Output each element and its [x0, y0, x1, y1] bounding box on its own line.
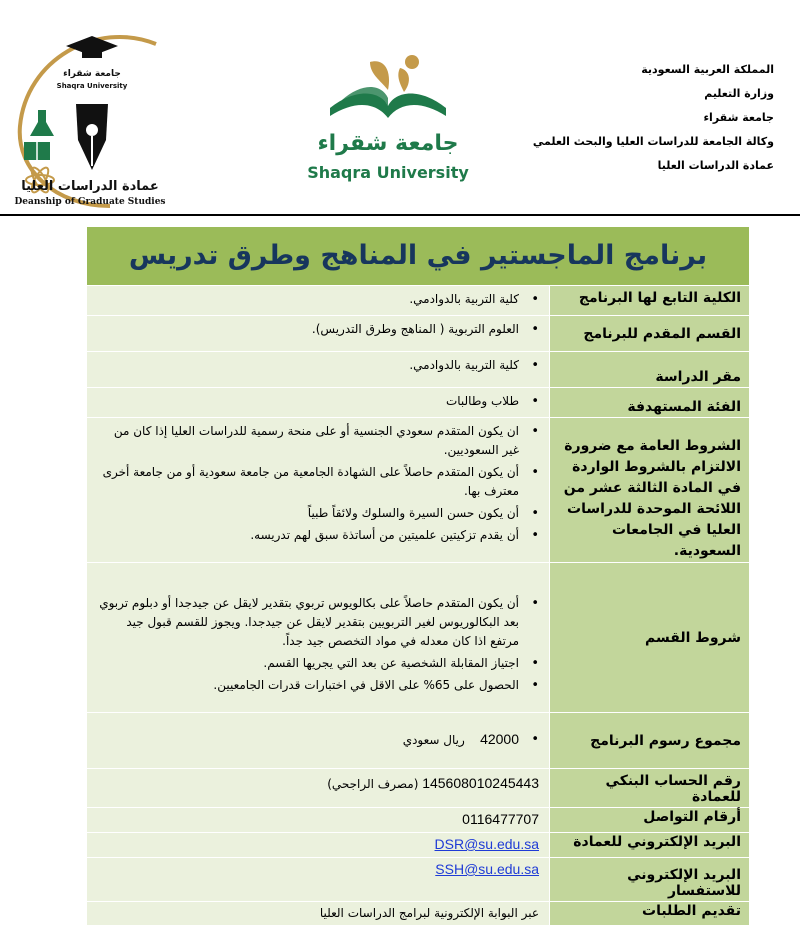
general-condition-item: • أن يقدم تزكيتين علميتين من أساتذة سبق لهم تدريسه. — [99, 526, 519, 545]
label-department: القسم المقدم للبرنامج — [550, 316, 750, 352]
title-row — [87, 227, 750, 286]
program-title: برنامج الماجستير في المناهج وطرق تدريس — [128, 240, 708, 271]
value-fees — [87, 713, 550, 769]
row-location — [87, 352, 750, 388]
program-info-table — [86, 226, 750, 926]
ministry-line-university: جامعة شقراء — [703, 111, 774, 124]
deanship-small-english: Shaqra University — [56, 82, 128, 90]
phone-number: 0116477707 — [462, 811, 539, 827]
row-target — [87, 388, 750, 418]
label-bank: رقم الحساب البنكي للعمادة — [550, 769, 750, 808]
value-college — [87, 286, 550, 316]
label-email-inquiry: البريد الإلكتروني للاستفسار — [550, 858, 750, 902]
college-item: • كلية التربية بالدوادمي. — [99, 290, 519, 309]
row-general-conditions — [87, 418, 750, 563]
department-condition-item: • أن يكون المتقدم حاصلاً على بكالويوس تربوي بتقدير لايقل عن جيدجدا أو دبلوم تربوي بعد البكالوريوس لغير التربويين بتقدير لايقل عن جيدجدا. ويجوز للقسم قبول جيد مرتفع اذا كان معدله في مواد التخصص جيد جداً. — [99, 594, 519, 651]
deanship-logo-arabic: عمادة الدراسات العليا — [21, 179, 159, 194]
value-email-deanship — [87, 833, 550, 858]
row-email-deanship — [87, 833, 750, 858]
row-email-inquiry — [87, 858, 750, 902]
ministry-line-ministry: وزارة التعليم — [704, 87, 774, 100]
fees-item — [99, 730, 519, 750]
label-general-conditions — [550, 418, 750, 563]
row-applications — [87, 902, 750, 926]
label-fees: مجموع رسوم البرنامج — [550, 713, 750, 769]
row-fees — [87, 713, 750, 769]
deanship-small-arabic: جامعة شقراء — [63, 69, 121, 79]
label-location: مقر الدراسة — [550, 352, 750, 388]
department-item: • العلوم التربوية ( المناهج وطرق التدريس). — [99, 320, 519, 339]
value-general-conditions — [87, 418, 550, 563]
general-conditions-label-text: الشروط العامة مع ضرورة الالتزام بالشروط الواردة في المادة الثالثة عشر من اللائحة الموحدة للدراسات العليا في الجامعات السعودية. — [563, 438, 741, 559]
target-item: • طلاب وطالبات — [99, 392, 519, 411]
row-college — [87, 286, 750, 316]
document-header — [0, 0, 800, 214]
value-applications: عبر البوابة الإلكترونية لبرامج الدراسات العليا — [87, 902, 550, 926]
fees-amount: 42000 — [480, 731, 519, 747]
ministry-line-kingdom: المملكة العربية السعودية — [641, 63, 774, 76]
value-department — [87, 316, 550, 352]
title-cell — [87, 227, 750, 286]
university-logo-arabic: جامعة شقراء — [317, 131, 459, 156]
row-phone — [87, 808, 750, 833]
label-phone: أرقام التواصل — [550, 808, 750, 833]
value-bank — [87, 769, 550, 808]
general-condition-item: • أن يكون حسن السيرة والسلوك ولائقاً طبياً — [99, 504, 519, 523]
value-target — [87, 388, 550, 418]
fees-currency: ريال سعودي — [402, 733, 465, 747]
deanship-logo-english: Deanship of Graduate Studies — [14, 197, 166, 207]
value-email-inquiry — [87, 858, 550, 902]
value-department-conditions — [87, 563, 550, 713]
value-phone — [87, 808, 550, 833]
label-target: الفئة المستهدفة — [550, 388, 750, 418]
header-separator — [0, 214, 800, 216]
department-condition-item: • الحصول على 65% على الاقل في اختبارات قدرات الجامعيين. — [99, 676, 519, 695]
ministry-line-deanship: عمادة الدراسات العليا — [657, 159, 774, 172]
bank-account-number: 145608010245443 — [422, 775, 539, 791]
shaqra-university-logo — [300, 40, 476, 188]
row-bank — [87, 769, 750, 808]
row-department — [87, 316, 750, 352]
location-item: • كلية التربية بالدوادمي. — [99, 356, 519, 375]
value-location — [87, 352, 550, 388]
general-condition-item: • أن يكون المتقدم حاصلاً على الشهادة الجامعية من جامعة سعودية أو من جامعة أخرى معترف بها. — [99, 463, 519, 501]
department-condition-item: • اجتياز المقابلة الشخصية عن بعد التي يجريها القسم. — [99, 654, 519, 673]
label-applications: تقديم الطلبات — [550, 902, 750, 926]
ministry-text-block — [514, 58, 774, 178]
deanship-logo — [6, 30, 174, 212]
email-deanship-link[interactable]: DSR@su.edu.sa — [434, 836, 539, 852]
ministry-line-agency: وكالة الجامعة للدراسات العليا والبحث العلمي — [532, 135, 774, 148]
email-inquiry-link[interactable]: SSH@su.edu.sa — [435, 861, 539, 877]
row-department-conditions — [87, 563, 750, 713]
university-logo-english: Shaqra University — [307, 163, 469, 182]
label-college: الكلية التابع لها البرنامج — [550, 286, 750, 316]
label-email-deanship: البريد الإلكتروني للعمادة — [550, 833, 750, 858]
bank-name: (مصرف الراجحي) — [327, 777, 419, 791]
label-department-conditions: شروط القسم — [550, 563, 750, 713]
general-condition-item: • ان يكون المتقدم سعودي الجنسية أو على منحة رسمية للدراسات العليا إذا كان من غير السعوديين. — [99, 422, 519, 460]
